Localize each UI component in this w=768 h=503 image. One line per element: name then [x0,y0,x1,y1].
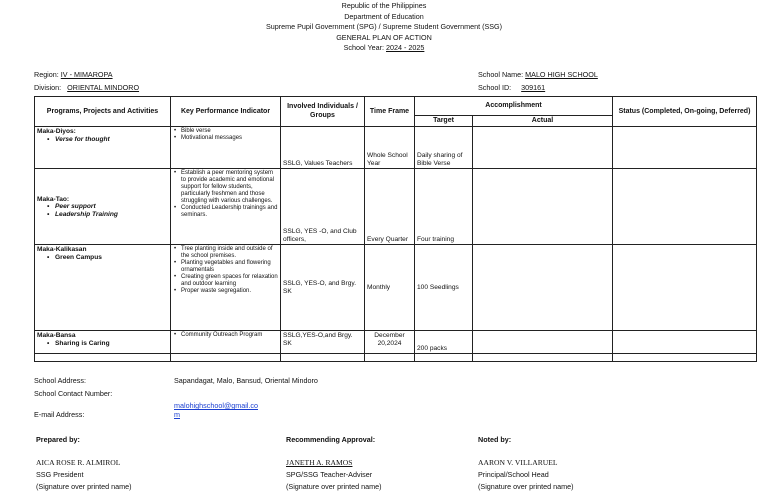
table-row [35,354,757,362]
table-row [35,127,757,169]
school-name-label: School Name: [478,70,524,79]
kpi-item: • Tree planting inside and outside of the school premises. [181,246,278,260]
noted-by-label: Noted by: [478,435,512,444]
program-cell [35,127,171,169]
division-label: Division: [34,83,62,92]
program-item: • Peer support [47,203,96,211]
program-item: • Green Campus [47,254,102,261]
header-actual: Actual [473,116,613,127]
kpi-item: • Motivational messages [181,135,278,142]
program-title: Maka-Kalikasan [37,246,87,254]
actual-cell [473,169,613,245]
school-name-line [478,70,606,79]
header-involved: Involved Individuals / Groups [281,97,365,127]
school-name-value: MALO HIGH SCHOOL [525,70,598,79]
header-programs: Programs, Projects and Activities [35,97,171,127]
header-target: Target [415,116,473,127]
division-value: ORIENTAL MINDORO [67,83,140,92]
status-cell [613,245,757,331]
school-id-value: 309161 [521,83,546,92]
school-year-label: School Year: [343,43,384,52]
kpi-item: • Creating green spaces for relaxation and outdoor learning [181,274,278,288]
school-id-line [478,83,553,92]
program-title: Maka-Diyos: [37,128,76,136]
involved-cell: SSLG,YES-O,and Brgy. SK [281,331,365,354]
region-label: Region: [34,70,59,79]
table-row [35,245,757,331]
email-link-continued[interactable]: m [174,410,180,419]
program-item: • Sharing is Caring [47,340,110,347]
header-status: Status (Completed, On-going, Deferred) [613,97,757,127]
email-link[interactable]: malohighschool@gmail.co [174,401,259,410]
school-year-value: 2024 - 2025 [386,43,425,52]
kpi-item: • Establish a peer mentoring system to provide academic and emotional support for fellow students, particularly freshmen and those struggling with various challenges. [181,170,278,205]
target-cell: 100 Seedlings [415,245,473,331]
time-cell: Monthly [365,245,415,331]
program-item: • Leadership Training [47,210,118,218]
target-cell: Four training [415,169,473,245]
noted-by-name: AARON V. VILLARUEL [478,458,558,467]
header-time-frame: Time Frame [365,97,415,127]
actual-cell [473,331,613,354]
email-label: E-mail Address: [34,410,85,419]
kpi-cell [171,127,281,169]
kpi-item: • Bible verse [181,128,278,135]
contact-label: School Contact Number: [34,389,113,398]
involved-cell: SSLG, YES -O, and Club officers, [281,169,365,245]
header-department: Department of Education [344,11,424,21]
time-cell: Whole School Year [365,127,415,169]
document-title: GENERAL PLAN OF ACTION [336,32,432,42]
recommending-note: (Signature over printed name) [286,482,382,491]
header-kpi: Key Performance Indicator [171,97,281,127]
status-cell [613,169,757,245]
table-row [35,331,757,354]
kpi-item: • Conducted Leadership trainings and seminars. [181,205,278,219]
region-value: IV - MIMAROPA [60,70,113,79]
plan-table [34,96,757,362]
recommending-label: Recommending Approval: [286,435,376,444]
division-line [34,83,145,92]
address-label: School Address: [34,376,86,385]
header-accomplishment: Accomplishment [415,97,613,116]
school-year [0,43,768,54]
region-line [34,70,139,79]
status-cell [613,331,757,354]
school-id-label: School ID: [478,83,512,92]
actual-cell [473,127,613,169]
target-cell: 200 packs [415,331,473,354]
noted-by-note: (Signature over printed name) [478,482,574,491]
program-cell [35,331,171,354]
kpi-cell [171,245,281,331]
header-organization: Supreme Pupil Government (SPG) / Supreme Student Government (SSG) [265,22,503,31]
program-title: Maka-Bansa [37,332,76,340]
kpi-cell [171,331,281,354]
time-cell: December 20,2024 [365,331,415,354]
involved-cell: SSLG, YES-O, and Brgy. SK [281,245,365,331]
target-cell: Daily sharing of Bible Verse [415,127,473,169]
program-title: Maka-Tao: [37,195,70,203]
program-item: • Verse for thought [47,136,110,143]
time-cell: Every Quarter [365,169,415,245]
program-cell [35,245,171,331]
recommending-role: SPG/SSG Teacher-Adviser [286,470,373,479]
program-cell [35,169,171,245]
kpi-item: • Community Outreach Program [181,332,278,339]
status-cell [613,127,757,169]
address-value: Sapandagat, Malo, Bansud, Oriental Mindoro [174,376,318,385]
header-republic: Republic of the Philippines [341,1,427,10]
prepared-by-name: AICA ROSE R. ALMIROL [36,458,121,467]
kpi-item: • Proper waste segregation. [181,288,278,295]
table-row [35,169,757,245]
noted-by-role: Principal/School Head [478,470,549,479]
recommending-name: JANETH A. RAMOS [286,458,353,467]
prepared-by-label: Prepared by: [36,435,80,444]
kpi-cell [171,169,281,245]
kpi-item: • Planting vegetables and flowering ornamentals [181,260,278,274]
involved-cell: SSLG, Values Teachers [281,127,365,169]
prepared-by-role: SSG President [36,470,84,479]
prepared-by-note: (Signature over printed name) [36,482,132,491]
actual-cell [473,245,613,331]
